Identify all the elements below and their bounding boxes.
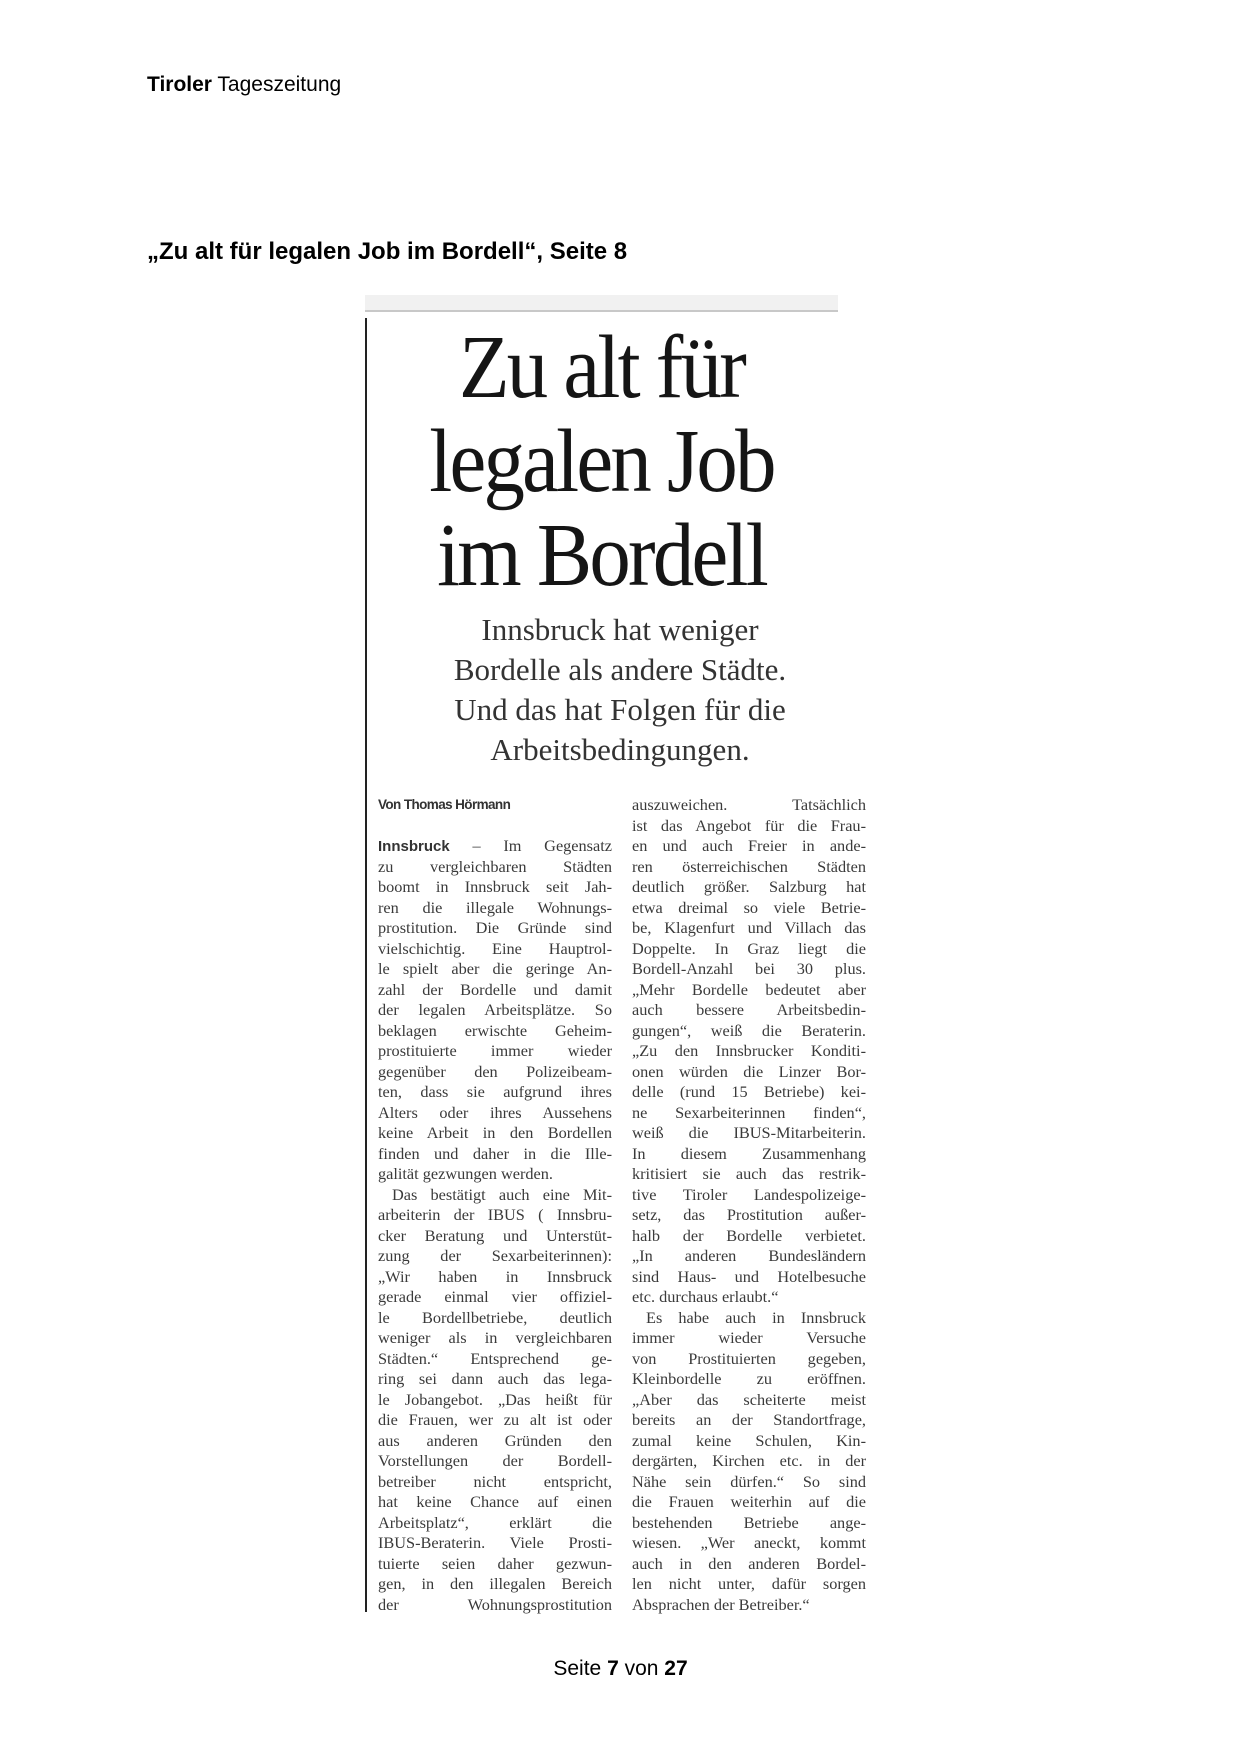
body-text-line: der legalen Arbeitsplätze. So xyxy=(378,1000,612,1019)
body-text-line: len nicht unter, dafür sorgen xyxy=(632,1574,866,1593)
deck-line: Arbeitsbedingungen. xyxy=(490,732,750,767)
body-text-line: IBUS-Beraterin. Viele Prosti- xyxy=(378,1533,612,1552)
body-text-line: be, Klagenfurt und Villach das xyxy=(632,918,866,937)
body-text-line: zu vergleichbaren Städten xyxy=(378,856,612,876)
body-text-line: galität gezwungen werden. xyxy=(378,1164,553,1183)
body-text-line: wiesen. „Wer aneckt, kommt xyxy=(632,1533,866,1552)
body-text-line: ne Sexarbeiterinnen finden“, xyxy=(632,1102,866,1122)
byline: Von Thomas Hörmann xyxy=(378,797,511,812)
body-text-line: le spielt aber die geringe An- xyxy=(378,959,612,978)
page-prefix: Seite xyxy=(553,1657,608,1680)
body-text-line: auch in den anderen Bordel- xyxy=(632,1553,866,1573)
body-text-line: Bordell-Anzahl bei 30 plus. xyxy=(632,959,866,978)
body-text-line: die Frauen weiterhin auf die xyxy=(632,1492,866,1511)
deck-line: Und das hat Folgen für die xyxy=(454,692,786,727)
body-text-line: tive Tiroler Landespolizeige- xyxy=(632,1184,866,1204)
body-text-line: ten, dass sie aufgrund ihres xyxy=(378,1082,612,1101)
deck xyxy=(365,610,875,770)
body-text-line: auszuweichen. Tatsächlich xyxy=(632,795,866,814)
body-text-line: delle (rund 15 Betriebe) kei- xyxy=(632,1082,866,1101)
lead-text: – Im Gegensatz xyxy=(449,836,612,855)
publication-name-bold: Tiroler xyxy=(147,73,212,96)
body-text-line: „In anderen Bundesländern xyxy=(632,1246,866,1265)
body-text-line: ren österreichischen Städten xyxy=(632,856,866,876)
body-text-line: vielschichtig. Eine Hauptrol- xyxy=(378,938,612,958)
body-text-line: zung der Sexarbeiterinnen): xyxy=(378,1246,612,1265)
body-text-line: auch bessere Arbeitsbedin- xyxy=(632,1000,866,1019)
body-text-line: Städten.“ Entsprechend ge- xyxy=(378,1348,612,1368)
body-text-line: die Frauen, wer zu alt ist oder xyxy=(378,1410,612,1429)
headline-line: legalen Job xyxy=(429,412,774,511)
body-text-line xyxy=(378,836,612,857)
dateline: Innsbruck xyxy=(378,838,450,855)
body-text-line: „Zu den Innsbrucker Konditi- xyxy=(632,1041,866,1060)
body-text-line: Doppelte. In Graz liegt die xyxy=(632,938,866,958)
body-text-line: Absprachen der Betreiber.“ xyxy=(632,1594,810,1614)
body-text-line: weiß die IBUS-Mitarbeiterin. xyxy=(632,1123,866,1142)
body-text-line: finden und daher in die Ille- xyxy=(378,1143,612,1163)
body-text-line: ist das Angebot für die Frau- xyxy=(632,815,866,835)
body-text-line: aus anderen Gründen den xyxy=(378,1430,612,1450)
body-text-line: Arbeitsplatz“, erklärt die xyxy=(378,1512,612,1532)
body-text-line: bereits an der Standortfrage, xyxy=(632,1410,866,1429)
body-text-line: In diesem Zusammenhang xyxy=(632,1143,866,1163)
body-text-line: sind Haus- und Hotelbesuche xyxy=(632,1266,866,1286)
body-text-line: „Wir haben in Innsbruck xyxy=(378,1266,612,1286)
body-text-line: kritisiert sie auch das restrik- xyxy=(632,1164,866,1183)
body-text-line: en und auch Freier in ande- xyxy=(632,836,866,855)
total-pages: 27 xyxy=(664,1657,688,1680)
body-text-line: setz, das Prostitution außer- xyxy=(632,1205,866,1224)
body-text-line: arbeiterin der IBUS ( Innsbru- xyxy=(378,1205,612,1224)
body-text-line: beklagen erwischte Geheim- xyxy=(378,1020,612,1040)
body-text-line: Das bestätigt auch eine Mit- xyxy=(392,1184,612,1204)
body-text-line: prostituierte immer wieder xyxy=(378,1041,612,1060)
body-text-line: zumal keine Schulen, Kin- xyxy=(632,1430,866,1450)
body-text-line: bestehenden Betriebe ange- xyxy=(632,1512,866,1532)
page-mid: von xyxy=(618,1657,665,1680)
newspaper-clipping xyxy=(365,295,866,1615)
body-text-line: prostitution. Die Gründe sind xyxy=(378,918,612,937)
body-text-line: Kleinbordelle zu eröffnen. xyxy=(632,1369,866,1388)
page-number xyxy=(0,1657,1241,1681)
body-text-line: gen, in den illegalen Bereich xyxy=(378,1574,612,1593)
body-text-line: Vorstellungen der Bordell- xyxy=(378,1451,612,1470)
body-text-line: boomt in Innsbruck seit Jah- xyxy=(378,877,612,896)
article-column-right xyxy=(632,795,866,1615)
body-text-line: keine Arbeit in den Bordellen xyxy=(378,1123,612,1142)
body-text-line: betreiber nicht entspricht, xyxy=(378,1471,612,1491)
body-text-line: weniger als in vergleichbaren xyxy=(378,1328,612,1347)
body-text-line: onen würden die Linzer Bor- xyxy=(632,1061,866,1081)
body-text-line: zahl der Bordelle und damit xyxy=(378,979,612,999)
body-text-line: cker Beratung und Unterstüt- xyxy=(378,1225,612,1245)
headline-line: Zu alt für xyxy=(458,318,745,417)
headline-line: im Bordell xyxy=(437,506,766,605)
publication-name-rest: Tageszeitung xyxy=(211,73,342,96)
body-text-line: Nähe sein dürfen.“ So sind xyxy=(632,1471,866,1491)
clipping-top-band xyxy=(365,295,838,312)
body-text-line: Es habe auch in Innsbruck xyxy=(646,1307,866,1327)
body-text-line: gungen“, weiß die Beraterin. xyxy=(632,1020,866,1040)
article-column-left xyxy=(378,795,612,1615)
body-text-line: der Wohnungsprostitution xyxy=(378,1594,612,1614)
body-text-line: immer wieder Versuche xyxy=(632,1328,866,1347)
body-text-line: deutlich größer. Salzburg hat xyxy=(632,877,866,896)
body-text-line: ren die illegale Wohnungs- xyxy=(378,897,612,917)
body-text-line: ring sei dann auch das lega- xyxy=(378,1369,612,1388)
article-reference-title: „Zu alt für legalen Job im Bordell“, Seite 8 xyxy=(147,238,628,265)
body-text-line: etwa dreimal so viele Betrie- xyxy=(632,897,866,917)
body-text-line: „Mehr Bordelle bedeutet aber xyxy=(632,979,866,999)
body-text-line: „Aber das scheiterte meist xyxy=(632,1389,866,1409)
current-page: 7 xyxy=(607,1657,619,1680)
deck-line: Bordelle als andere Städte. xyxy=(453,652,787,687)
body-text-line: hat keine Chance auf einen xyxy=(378,1492,612,1511)
body-text-line: Alters oder ihres Aussehens xyxy=(378,1102,612,1122)
body-text-line: gerade einmal vier offiziel- xyxy=(378,1287,612,1306)
headline xyxy=(365,318,838,605)
body-text-line: von Prostituierten gegeben, xyxy=(632,1348,866,1368)
body-text-line: gegenüber den Polizeibeam- xyxy=(378,1061,612,1081)
body-text-line: dergärten, Kirchen etc. in der xyxy=(632,1451,866,1470)
body-text-line: le Jobangebot. „Das heißt für xyxy=(378,1389,612,1409)
body-text-line: tuierte seien daher gezwun- xyxy=(378,1553,612,1573)
body-text-line: halb der Bordelle verbietet. xyxy=(632,1225,866,1245)
publication-name xyxy=(147,73,341,97)
body-text-line: le Bordellbetriebe, deutlich xyxy=(378,1307,612,1327)
deck-line: Innsbruck hat weniger xyxy=(481,612,759,647)
body-text-line: etc. durchaus erlaubt.“ xyxy=(632,1287,779,1306)
